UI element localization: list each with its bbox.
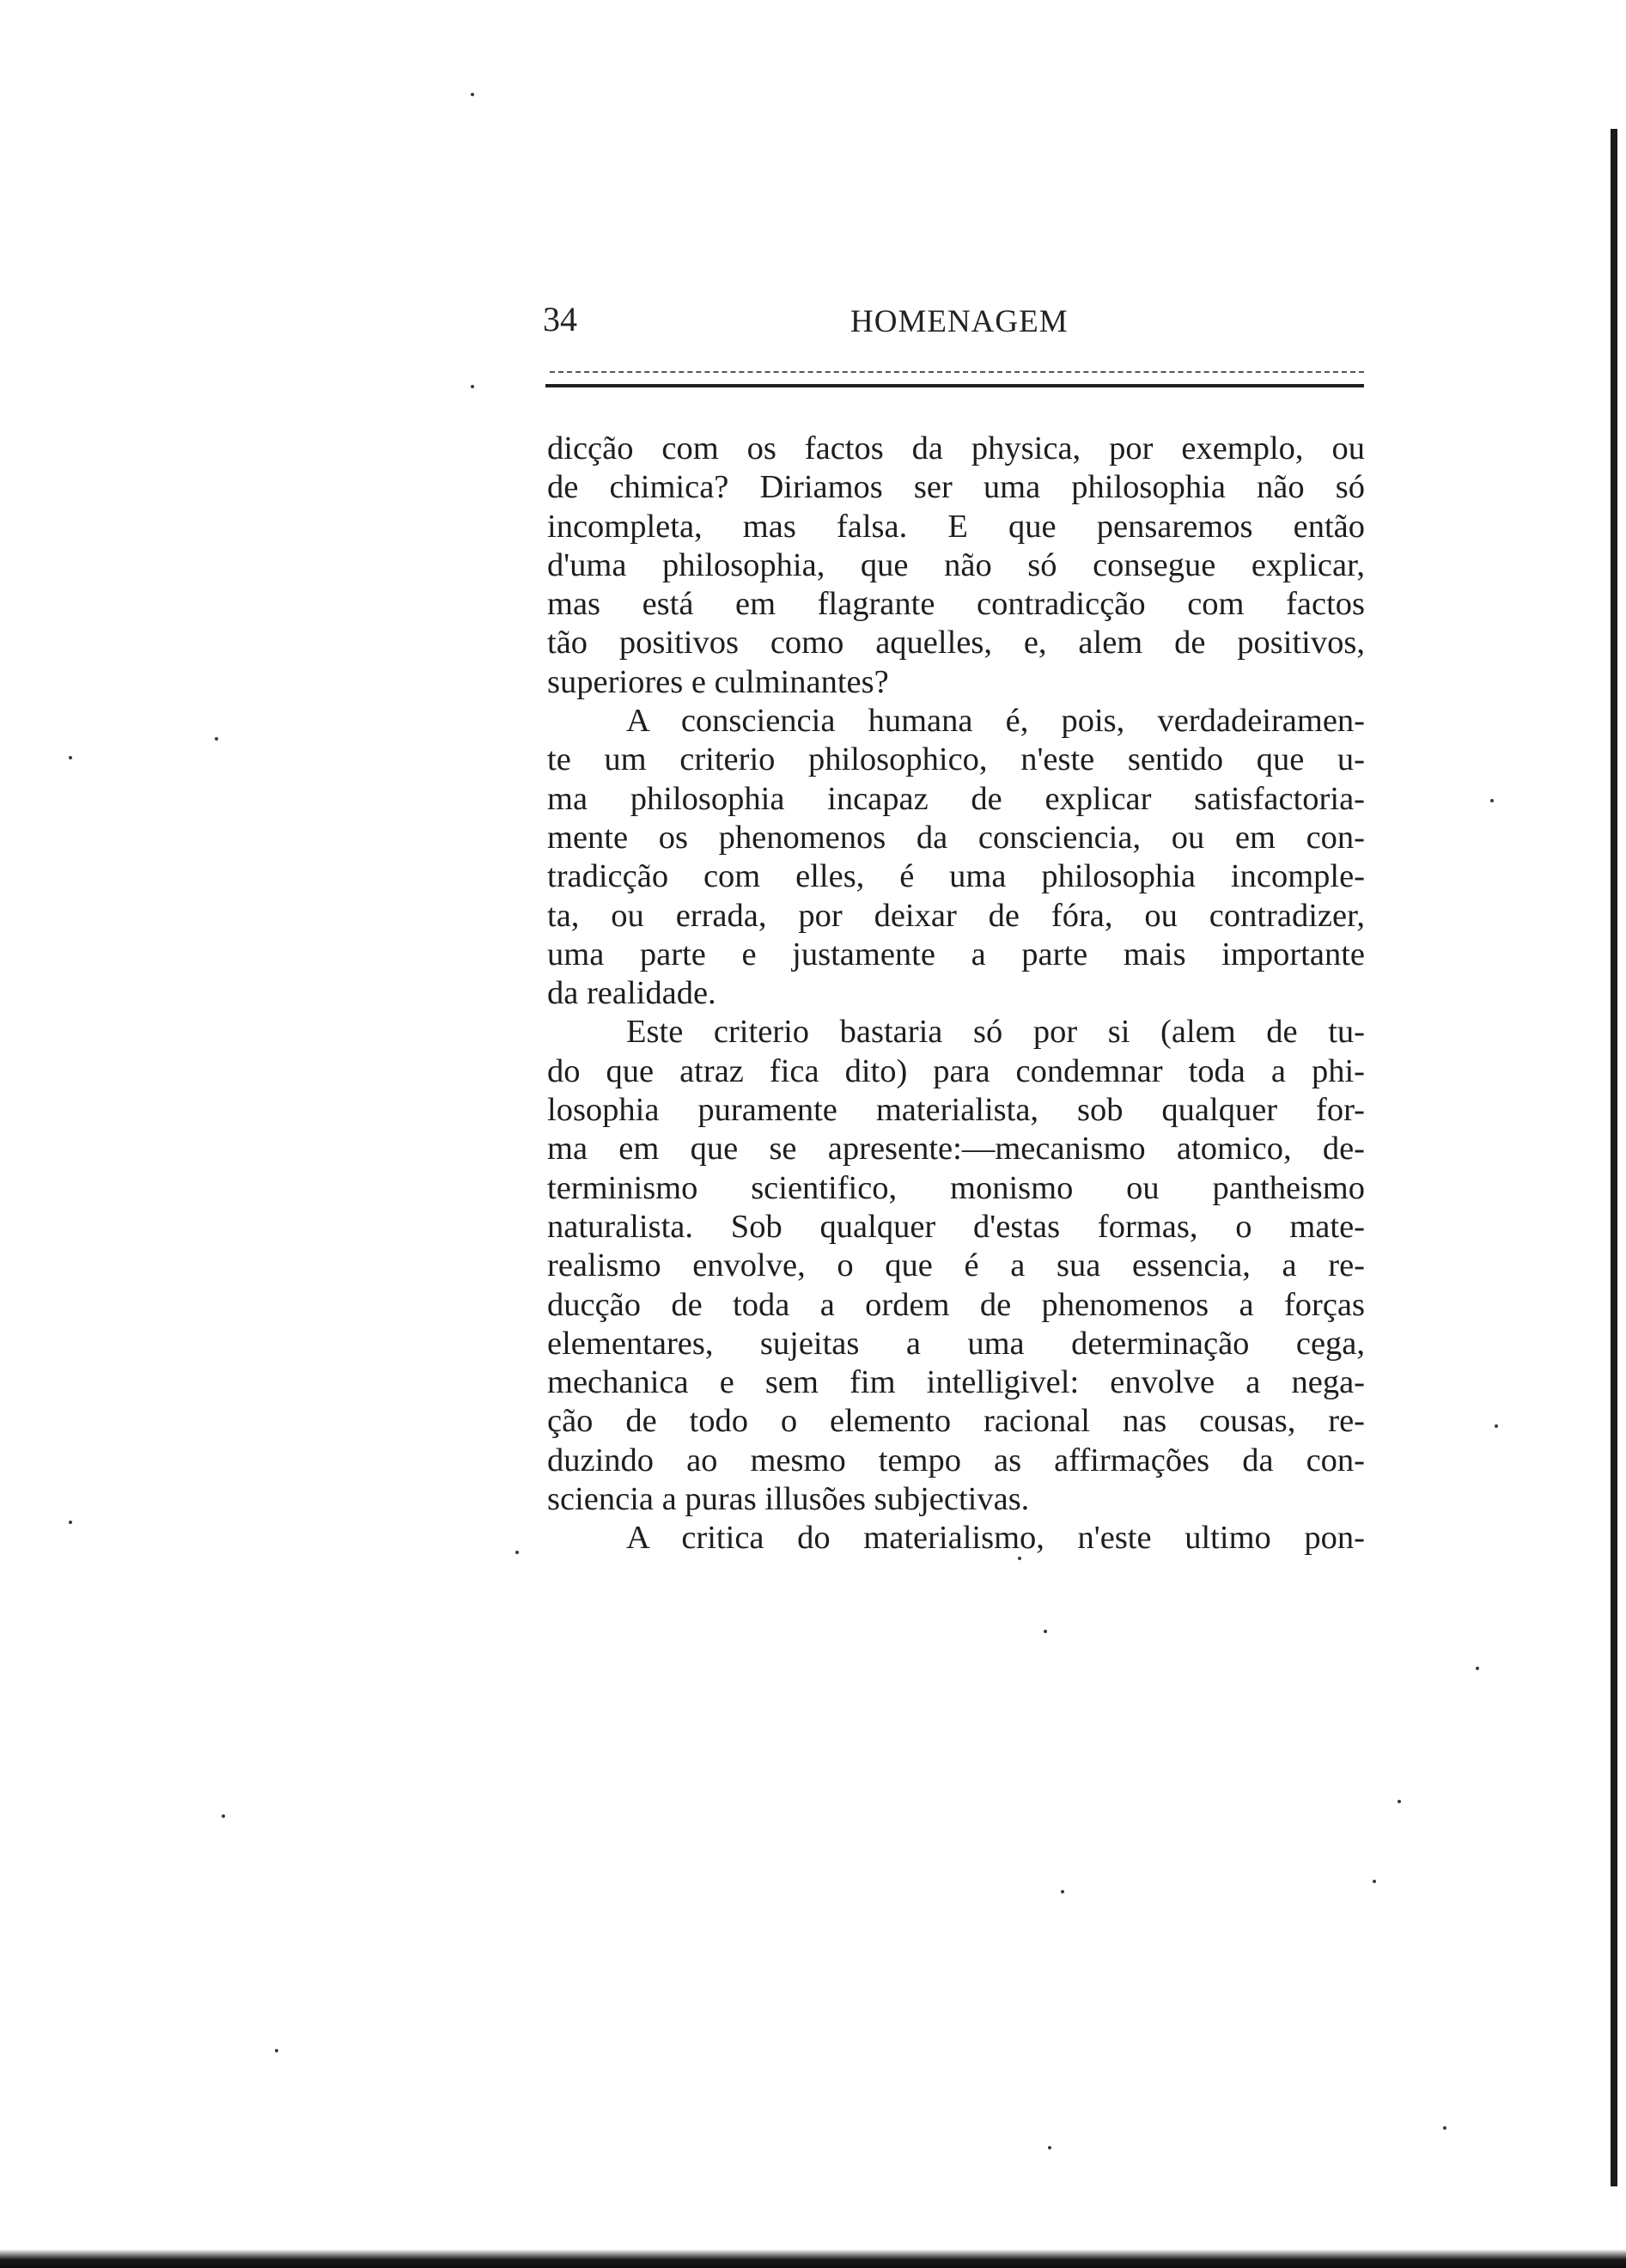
scan-speck bbox=[1495, 1424, 1498, 1428]
text-line: ducção de toda a ordem de phenomenos a forças bbox=[547, 1286, 1365, 1323]
text-line: ção de todo o elemento racional nas cousas, re- bbox=[547, 1403, 1365, 1440]
scan-speck bbox=[1061, 1890, 1064, 1893]
paragraph-first-line: A consciencia humana é, pois, verdadeiramen- bbox=[626, 703, 1365, 740]
text-line: ta, ou errada, por deixar de fóra, ou contradizer, bbox=[547, 897, 1365, 934]
scan-speck bbox=[69, 1521, 72, 1524]
text-line: ma em que se apresente:—mecanismo atomico, de- bbox=[547, 1131, 1365, 1168]
text-line: da realidade. bbox=[547, 975, 716, 1012]
text-line: realismo envolve, o que é a sua essencia, a re- bbox=[547, 1247, 1365, 1284]
text-line: terminismo scientifico, monismo ou pantheismo bbox=[547, 1169, 1365, 1206]
scan-bottom-edge bbox=[0, 2249, 1626, 2268]
scan-speck bbox=[1398, 1800, 1401, 1803]
scan-speck bbox=[471, 385, 474, 388]
scan-speck bbox=[222, 1814, 225, 1818]
text-line: do que atraz fica dito) para condemnar toda a phi- bbox=[547, 1052, 1365, 1089]
text-line: d'uma philosophia, que não só consegue explicar, bbox=[547, 546, 1365, 583]
body-text bbox=[547, 430, 1365, 1558]
text-line: elementares, sujeitas a uma determinação cega, bbox=[547, 1325, 1365, 1362]
scan-speck bbox=[1373, 1880, 1376, 1883]
paragraph-first-line: Este criterio bastaria só por si (alem de tu- bbox=[626, 1014, 1365, 1051]
header-rule-thin bbox=[550, 371, 1364, 373]
running-title: HOMENAGEM bbox=[850, 304, 1069, 339]
text-line: ma philosophia incapaz de explicar satisfactoria- bbox=[547, 780, 1365, 817]
text-line: mente os phenomenos da consciencia, ou em con- bbox=[547, 819, 1365, 856]
text-line: incompleta, mas falsa. E que pensaremos então bbox=[547, 508, 1365, 545]
text-line: mechanica e sem fim intelligivel: envolve a nega- bbox=[547, 1364, 1365, 1401]
scan-speck bbox=[1044, 1630, 1047, 1633]
scan-speck bbox=[515, 1551, 519, 1554]
paragraph-first-line: A critica do materialismo, n'este ultimo pon- bbox=[626, 1520, 1365, 1557]
text-line: uma parte e justamente a parte mais importante bbox=[547, 936, 1365, 972]
text-line: losophia puramente materialista, sob qualquer for- bbox=[547, 1092, 1365, 1129]
scan-speck bbox=[471, 93, 474, 96]
scan-speck bbox=[275, 2049, 278, 2052]
text-line: tradicção com elles, é uma philosophia incomple- bbox=[547, 858, 1365, 895]
header-rule-thick bbox=[545, 384, 1364, 387]
text-line: duzindo ao mesmo tempo as affirmações da con- bbox=[547, 1442, 1365, 1478]
scan-speck bbox=[1490, 799, 1494, 802]
scan-speck bbox=[1443, 2126, 1446, 2130]
text-line: de chimica? Diriamos ser uma philosophia não só bbox=[547, 469, 1365, 506]
scan-speck bbox=[69, 756, 72, 759]
scan-speck bbox=[215, 737, 218, 741]
scan-speck bbox=[1048, 2146, 1051, 2149]
scan-binding-edge bbox=[1611, 129, 1617, 2186]
scan-speck bbox=[1018, 1557, 1021, 1560]
page-number: 34 bbox=[543, 300, 577, 338]
text-line: sciencia a puras illusões subjectivas. bbox=[547, 1481, 1030, 1518]
text-line: dicção com os factos da physica, por exemplo, ou bbox=[547, 430, 1365, 466]
scan-speck bbox=[1476, 1667, 1479, 1670]
text-line: naturalista. Sob qualquer d'estas formas, o mate- bbox=[547, 1208, 1365, 1245]
text-line: mas está em flagrante contradicção com factos bbox=[547, 586, 1365, 623]
text-line: tão positivos como aquelles, e, alem de positivos, bbox=[547, 625, 1365, 662]
text-line: te um criterio philosophico, n'este sentido que u- bbox=[547, 741, 1365, 778]
text-line: superiores e culminantes? bbox=[547, 663, 889, 700]
